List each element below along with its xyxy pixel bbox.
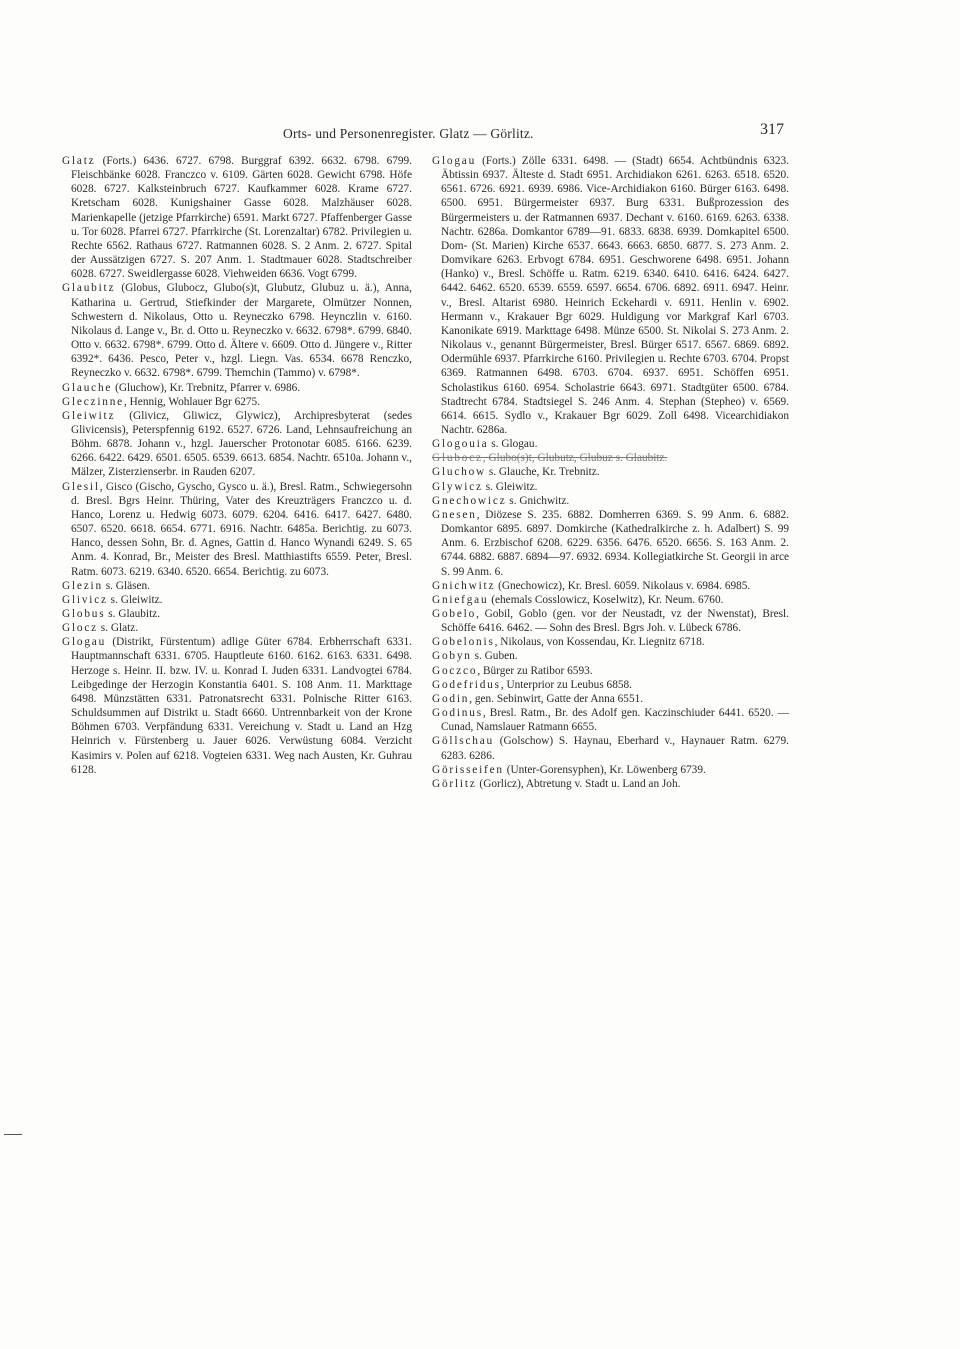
entry-text: (Globus, Glubocz, Glubo(s)t, Glubutz, Glubuz u. ä.), Anna, Katharina u. Gertrud, Stiefkinder der Margarete, Olmützer Nonnen, Schwestern d. Nikolaus, Otto u. Reyneczko 6798. Heynczlin v. 6160. Nikolaus d. Lange v., Br. d. Otto u. Reyneczko v. 6632. 6798*. 6799. 6840. Otto v. 6632. 6798*. 6799. Otto d. Ältere v. 6609. Otto d. Jüngere v., Ritter 6392*. 6436. Pesco, Peter v., hzgl. Liegn. Vas. 6534. 6678 Renczko, Reyneczko v. 6632. 6798*. 6799. Themchin (Tammo) v. 6798*. [71, 282, 412, 380]
entry-text: s. Gläsen. [102, 579, 150, 592]
register-entry [432, 692, 789, 706]
entry-text: s. Gnichwitz. [506, 494, 570, 507]
entry-headword: Glatz [62, 155, 96, 167]
right-column [432, 154, 789, 791]
entry-text: s. Guben. [471, 650, 518, 663]
register-entry [432, 437, 789, 451]
entry-text: , Hennig, Wohlauer Bgr 6275. [124, 395, 260, 408]
register-entry [432, 579, 789, 593]
entry-headword: Globus [62, 608, 106, 620]
running-header: Orts- und Personenregister. Glatz — Görlitz. [283, 126, 534, 141]
entry-headword: Godinus [432, 707, 483, 720]
entry-headword: Göllschau [432, 735, 495, 748]
entry-text: s. Glogau. [488, 438, 538, 451]
entry-text: (Gorlicz), Abtretung v. Stadt u. Land an Joh. [476, 777, 681, 790]
entry-headword: Gniefgau [432, 593, 489, 606]
register-entry [432, 649, 789, 663]
register-entry [62, 621, 412, 635]
page-number: 317 [760, 121, 784, 138]
register-entry [432, 451, 789, 465]
entry-headword: Glywicz [432, 480, 483, 493]
entry-text: (Unter-Gorensyphen), Kr. Löwenberg 6739. [503, 763, 706, 776]
entry-text: s. Gleiwitz. [107, 593, 163, 606]
entry-text: , Diözese S. 235. 6882. Domherren 6369. S. 99 Anm. 6. 6882. Domkantor 6895. 6897. Domkirche (Kathedralkirche z. h. Adalbert) S. 99 Anm. 6. Erzbischof 6208. 6229. 6356. 6476. 6520. 6656. S. 163 Anm. 2. 6744. 6882. 6887. 6894—97. 6932. 6934. Kollegiatkirche St. Georgii in arce S. 99 Anm. 6. [441, 508, 789, 578]
entry-headword: Gnesen [432, 508, 477, 521]
entry-headword: Glogau [62, 636, 107, 649]
entry-text: , Gisco (Gischo, Gyscho, Gysco u. ä.), Bresl. Ratm., Schwiegersohn d. Bresl. Bgrs Heinr. Thüring, Vater des Kreuzträgers Franczco u. d. Hanco, Lorenz u. Hedwig 6073. 6079. 6204. 6416. 6417. 6427. 6480. 6507. 6520. 6618. 6654. 6771. 6916. Nachtr. 6485a. Berichtig. zu 6073. Hanco, dessen Sohn, Br. d. Agnes, Gattin d. Hanco Wynandi 6249. S. 65 Anm. 4. Konrad, Br., Meister des Bresl. Matthiastifts 6559. Peter, Bresl. Ratm. 6073. 6219. 6340. 6520. 6654. Berichtig. zu 6073. [71, 480, 412, 578]
register-entry [432, 777, 789, 791]
entry-text: , gen. Sebinwirt, Gatte der Anna 6551. [469, 692, 644, 705]
entry-text: s. Glaubitz. [105, 608, 161, 620]
entry-text: (Glivicz, Gliwicz, Glywicz), Archipresbyterat (sedes Glivicensis), Peterspfennig 6192. 6527. 6726. Land, Lehnsaufreichung an Böhm. 6878. Johann v., hzgl. Jauerscher Protonotar 6085. 6166. 6239. 6266. 6422. 6429. 6501. 6505. 6539. 6613. 6854. Nachtr. 6510a. Johann v., Mälzer, Zisterzienserbr. in Rauden 6207. [71, 409, 412, 479]
register-entry [62, 607, 412, 621]
entry-headword: Gobelonis [432, 636, 495, 649]
register-entry [62, 480, 412, 579]
entry-headword: Glogouia [432, 438, 489, 451]
entry-headword: Glivicz [62, 593, 108, 606]
entry-text: (ehemals Cosslowicz, Koselwitz), Kr. Neum. 6760. [488, 593, 724, 606]
register-entry [432, 465, 789, 479]
register-entry [432, 678, 789, 692]
register-entry [432, 508, 789, 579]
margin-mark [4, 1134, 22, 1135]
entry-headword: Gleiwitz [62, 409, 116, 422]
left-column [62, 154, 412, 777]
entry-headword: Glocz [62, 622, 98, 635]
register-entry [62, 381, 412, 395]
entry-headword: Glogau [432, 155, 477, 167]
register-entry [62, 281, 412, 380]
entry-headword: Gnichwitz [432, 579, 496, 592]
entry-headword: Görlitz [432, 777, 477, 790]
entry-text: (Gluchow), Kr. Trebnitz, Pfarrer v. 6986. [112, 381, 301, 394]
register-entry [432, 635, 789, 649]
entry-text: , Bürger zu Ratibor 6593. [477, 664, 593, 677]
register-entry [432, 154, 789, 437]
register-entry [432, 763, 789, 777]
entry-headword: Glauche [62, 381, 113, 394]
entry-headword: Gobyn [432, 650, 472, 663]
entry-headword: Goczco [432, 664, 478, 677]
entry-text: (Gnechowicz), Kr. Bresl. 6059. Nikolaus v. 6984. 6985. [495, 579, 751, 592]
entry-headword: Godin [432, 692, 470, 705]
entry-text: , Gobil, Goblo (gen. vor der Neustadt, vz der Nwenstat), Bresl. Schöffe 6416. 6462. — Sohn des Bresl. Bgrs Joh. v. Lübeck 6786. [441, 608, 789, 635]
register-entry [432, 593, 789, 607]
entry-text: , Unterprior zu Leubus 6858. [500, 678, 632, 691]
entry-text: s. Gleiwitz. [482, 480, 538, 493]
entry-headword: Gobelo [432, 608, 477, 620]
register-entry [432, 734, 789, 762]
entry-text: s. Glatz. [97, 622, 139, 635]
register-entry [432, 706, 789, 734]
entry-headword: Gleczinne [62, 395, 124, 408]
entry-headword: Görisseifen [432, 763, 504, 776]
entry-headword: Glubocz [432, 452, 483, 465]
entry-text: , Glubo(s)t, Glubutz, Glubuz s. Glaubitz. [482, 452, 668, 465]
entry-headword: Gluchow [432, 466, 487, 479]
entry-headword: Gnechowicz [432, 494, 507, 507]
entry-headword: Glaubitz [62, 282, 116, 295]
register-entry [62, 409, 412, 480]
register-entry [62, 635, 412, 777]
entry-text: (Distrikt, Fürstentum) adlige Güter 6784. Erbherrschaft 6331. Hauptmannschaft 6331. 6705. Hauptleute 6160. 6162. 6163. 6331. 6498. Herzoge s. Heinr. II. bzw. IV. u. Konrad I. Juden 6331. Landvogtei 6784. Leibgedinge der Herzogin Konstantia 6401. S. 108 Anm. 11. Markttage 6498. Münzstätten 6331. Patronatsrecht 6331. Polnische Ritter 6163. Schuldsummen auf Distrikt u. Stadt 6660. Untrennbarkeit von der Krone Böhmen 6703. Verpfändung 6331. Vereichung v. Stadt u. Land an Hzg Heinrich v. Fürstenberg u. Jauer 6026. Verwüstung 6084. Verzicht Kasimirs v. Polen auf 6218. Vogteien 6331. Weg nach Austen, Kr. Guhrau 6128. [71, 636, 412, 776]
register-entry [432, 664, 789, 678]
register-entry [62, 154, 412, 281]
entry-text: (Forts.) Zölle 6331. 6498. — (Stadt) 6654. Achtbündnis 6323. Äbtissin 6937. Älteste d. Stadt 6951. Archidiakon 6261. 6263. 6518. 6520. 6561. 6726. 6921. 6939. 6986. Vice-Archidiakon 6160. Bürger 6163. 6498. 6500. 6951. Bürgermeister 6937. Burg 6331. Bußprozession des Bürgermeisters u. der Ratmannen 6937. Dechant v. 6160. 6169. 6263. 6338. Nachtr. 6286a. Domkantor 6789—91. 6833. 6838. 6939. Domkapitel 6500. Dom- (St. Marien) Kirche 6537. 6643. 6663. 6850. 6877. S. 273 Anm. 2. Domvikare 6263. Erbvogt 6784. 6951. Geschworene 6498. 6951. Johann (Hanko) v., Bresl. Schöffe u. Ratm. 6219. 6340. 6410. 6416. 6424. 6427. 6442. 6462. 6520. 6539. 6559. 6597. 6654. 6706. 6892. 6911. 6947. Heinr. v., Bresl. Altarist 6980. Heinrich Eckehardi v. 6911. Henlin v. 6902. Hermann v., Krakauer Bgr 6029. Huldigung vor Markgraf Karl 6703. Kanonikate 6919. Markttage 6498. Münze 6500. St. Nikolai S. 273 Anm. 2. Nikolaus v., genannt Bürgermeister, Bresl. Bürger 6517. 6567. 6869. 6892. Odermühle 6937. Pfarrkirche 6160. Privilegien u. Rechte 6703. 6704. Propst 6369. Ratmannen 6498. 6703. 6704. 6937. 6951. Schöffen 6951. Scholastikus 6160. 6954. Scholastrie 6643. 6971. Stadtgüter 6500. 6784. Stadtrecht 6784. Stadtsiegel S. 246 Anm. 4. Stephan (Stepheo) v. 6569. 6614. 6615. Sydlo v., Krakauer Bgr 6029. Zoll 6498. Vicearchidiakon Nachtr. 6286a. [441, 155, 789, 436]
register-entry [432, 607, 789, 635]
register-entry [62, 395, 412, 409]
entry-text: (Forts.) 6436. 6727. 6798. Burggraf 6392. 6632. 6798. 6799. Fleischbänke 6028. Franczco v. 6109. Gärten 6028. Gewicht 6798. Höfe 6028. 6727. Kalksteinbruch 6727. Kaufkammer 6028. Krame 6727. Kretscham 6028. Kunigshainer Gasse 6028. Malzhäuser 6028. Marienkapelle (jetzige Pfarrkirche) 6591. Markt 6727. Pfaffenberger Gasse u. Tor 6028. Pfarrei 6727. Pfarrkirche (St. Lorenzaltar) 6782. Privilegien u. Rechte 6562. Rathaus 6727. Ratmannen 6028. S. 2 Anm. 2. 6727. Spital der Aussätzigen 6727. S. 207 Anm. 1. Stadtmauer 6028. Stadtschreiber 6028. 6727. Sweidlergasse 6028. Viehweiden 6636. Vogt 6799. [71, 155, 412, 281]
entry-text: s. Glauche, Kr. Trebnitz. [486, 466, 600, 479]
entry-headword: Godefridus [432, 678, 501, 691]
entry-headword: Glezin [62, 579, 103, 592]
register-entry [432, 494, 789, 508]
entry-text: , Bresl. Ratm., Br. des Adolf gen. Kaczinschiuder 6441. 6520. — Cunad, Namslauer Ratmann 6655. [441, 707, 789, 734]
register-entry [62, 593, 412, 607]
entry-text: , Nikolaus, von Kossendau, Kr. Liegnitz 6718. [494, 636, 705, 649]
entry-headword: Glesil [62, 480, 100, 493]
register-entry [432, 480, 789, 494]
register-entry [62, 579, 412, 593]
entry-text: (Golschow) S. Haynau, Eberhard v., Haynauer Ratm. 6279. 6283. 6286. [441, 735, 789, 762]
